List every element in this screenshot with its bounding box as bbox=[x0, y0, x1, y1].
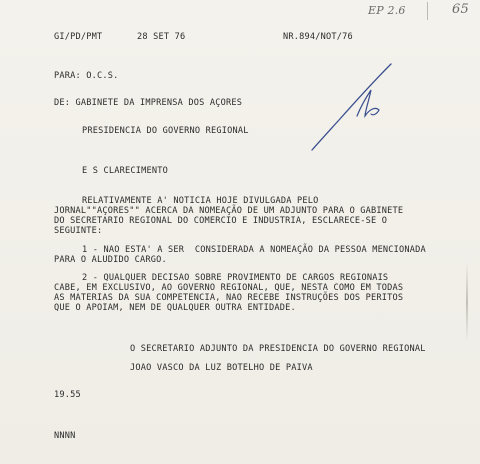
end-marker: NNNN bbox=[54, 431, 76, 441]
item2-line-2: CABE, EM EXCLUSIVO, AO GOVERNO REGIONAL, QUE, NESTA COMO EM TODAS bbox=[54, 283, 404, 293]
item2-line-1: 2 - QUALQUER DECISAO SOBRE PROVIMENTO DE CARGOS REGIONAIS bbox=[82, 273, 389, 283]
header-reference: NR.894/NOT/76 bbox=[283, 32, 353, 42]
body-line-1: RELATIVAMENTE A' NOTICIA HOJE DIVULGADA PELO bbox=[82, 196, 319, 206]
scan-edge-mark bbox=[466, 262, 468, 342]
body-line-2: JORNAL""AÇORES"" ACERCA DA NOMEAÇÃO DE UM ADJUNTO PARA O GABINETE bbox=[54, 206, 404, 216]
para-line: PARA: O.C.S. bbox=[54, 71, 119, 81]
subject-line: E S CLARECIMENTO bbox=[82, 166, 168, 176]
body-line-4: SEGUINTE: bbox=[54, 226, 103, 236]
header-code: GI/PD/PMT bbox=[54, 32, 103, 42]
item2-line-3: AS MATERIAS DA SUA COMPETENCIA, NAO RECEBE INSTRUÇÕES DOS PERITOS bbox=[54, 293, 404, 303]
handwritten-page-number: 65 bbox=[452, 2, 469, 17]
item1-line-1: 1 - NAO ESTA' A SER CONSIDERADA A NOMEAÇÃO DA PESSOA MENCIONADA bbox=[82, 245, 426, 255]
body-line-3: DO SECRETARIO REGIONAL DO COMERCIO E INDUSTRIA, ESCLARECE-SE O bbox=[54, 216, 388, 226]
signoff-name: JOAO VASCO DA LUZ BOTELHO DE PAIVA bbox=[130, 363, 313, 373]
item2-line-4: QUE O APOIAM, NEM DE QUALQUER OUTRA ENTIDADE. bbox=[54, 303, 296, 313]
margin-rule bbox=[427, 2, 428, 20]
header-date: 28 SET 76 bbox=[137, 32, 186, 42]
signature-mark bbox=[305, 60, 405, 155]
item1-line-2: PARA O ALUDIDO CARGO. bbox=[54, 255, 167, 265]
handwritten-note: EP 2.6 bbox=[368, 4, 406, 17]
de-line: DE: GABINETE DA IMPRENSA DOS AÇORES bbox=[54, 98, 243, 108]
time-line: 19.55 bbox=[54, 390, 81, 400]
presidencia-line: PRESIDENCIA DO GOVERNO REGIONAL bbox=[82, 126, 249, 136]
signoff-title: O SECRETARIO ADJUNTO DA PRESIDENCIA DO GOVERNO REGIONAL bbox=[130, 344, 426, 354]
